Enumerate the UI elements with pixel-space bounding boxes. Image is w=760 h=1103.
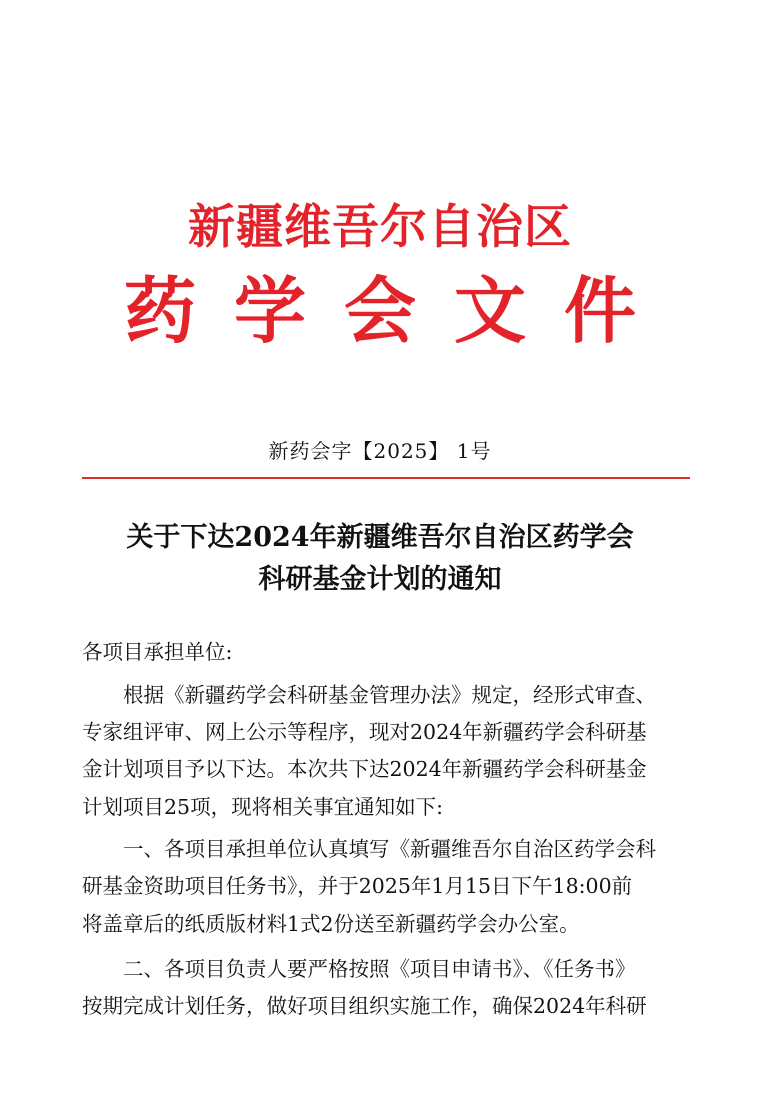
body-line: 将盖章后的纸质版材料1式2份送至新疆药学会办公室。 [82, 912, 580, 936]
notice-title-line-2: 科研基金计划的通知 [258, 564, 502, 595]
body-line: 计划项目25项，现将相关事宜通知如下: [82, 795, 443, 819]
document-number: 新药会字【2025】 1号 [268, 439, 492, 463]
body-line: 一、各项目承担单位认真填写《新疆维吾尔自治区药学会科 [82, 837, 656, 861]
issuer-name: 新疆维吾尔自治区 [188, 200, 572, 255]
body-line: 按期完成计划任务，做好项目组织实施工作，确保2024年科研 [82, 994, 647, 1018]
document-type-heading: 药学会文件 [123, 268, 674, 353]
body-line: 专家组评审、网上公示等程序，现对2024年新疆药学会科研基 [82, 720, 647, 744]
body-line: 二、各项目负责人要严格按照《项目申请书》、《任务书》 [82, 957, 636, 981]
body-line: 研基金资助项目任务书》，并于2025年1月15日下午18:00前 [82, 874, 633, 898]
notice-title-line-1: 关于下达2024年新疆维吾尔自治区药学会 [126, 522, 634, 553]
body-line: 根据《新疆药学会科研基金管理办法》规定，经形式审查、 [82, 683, 656, 707]
salutation: 各项目承担单位: [82, 640, 233, 664]
red-divider-line [82, 477, 690, 479]
body-line: 金计划项目予以下达。本次共下达2024年新疆药学会科研基金 [82, 757, 647, 781]
